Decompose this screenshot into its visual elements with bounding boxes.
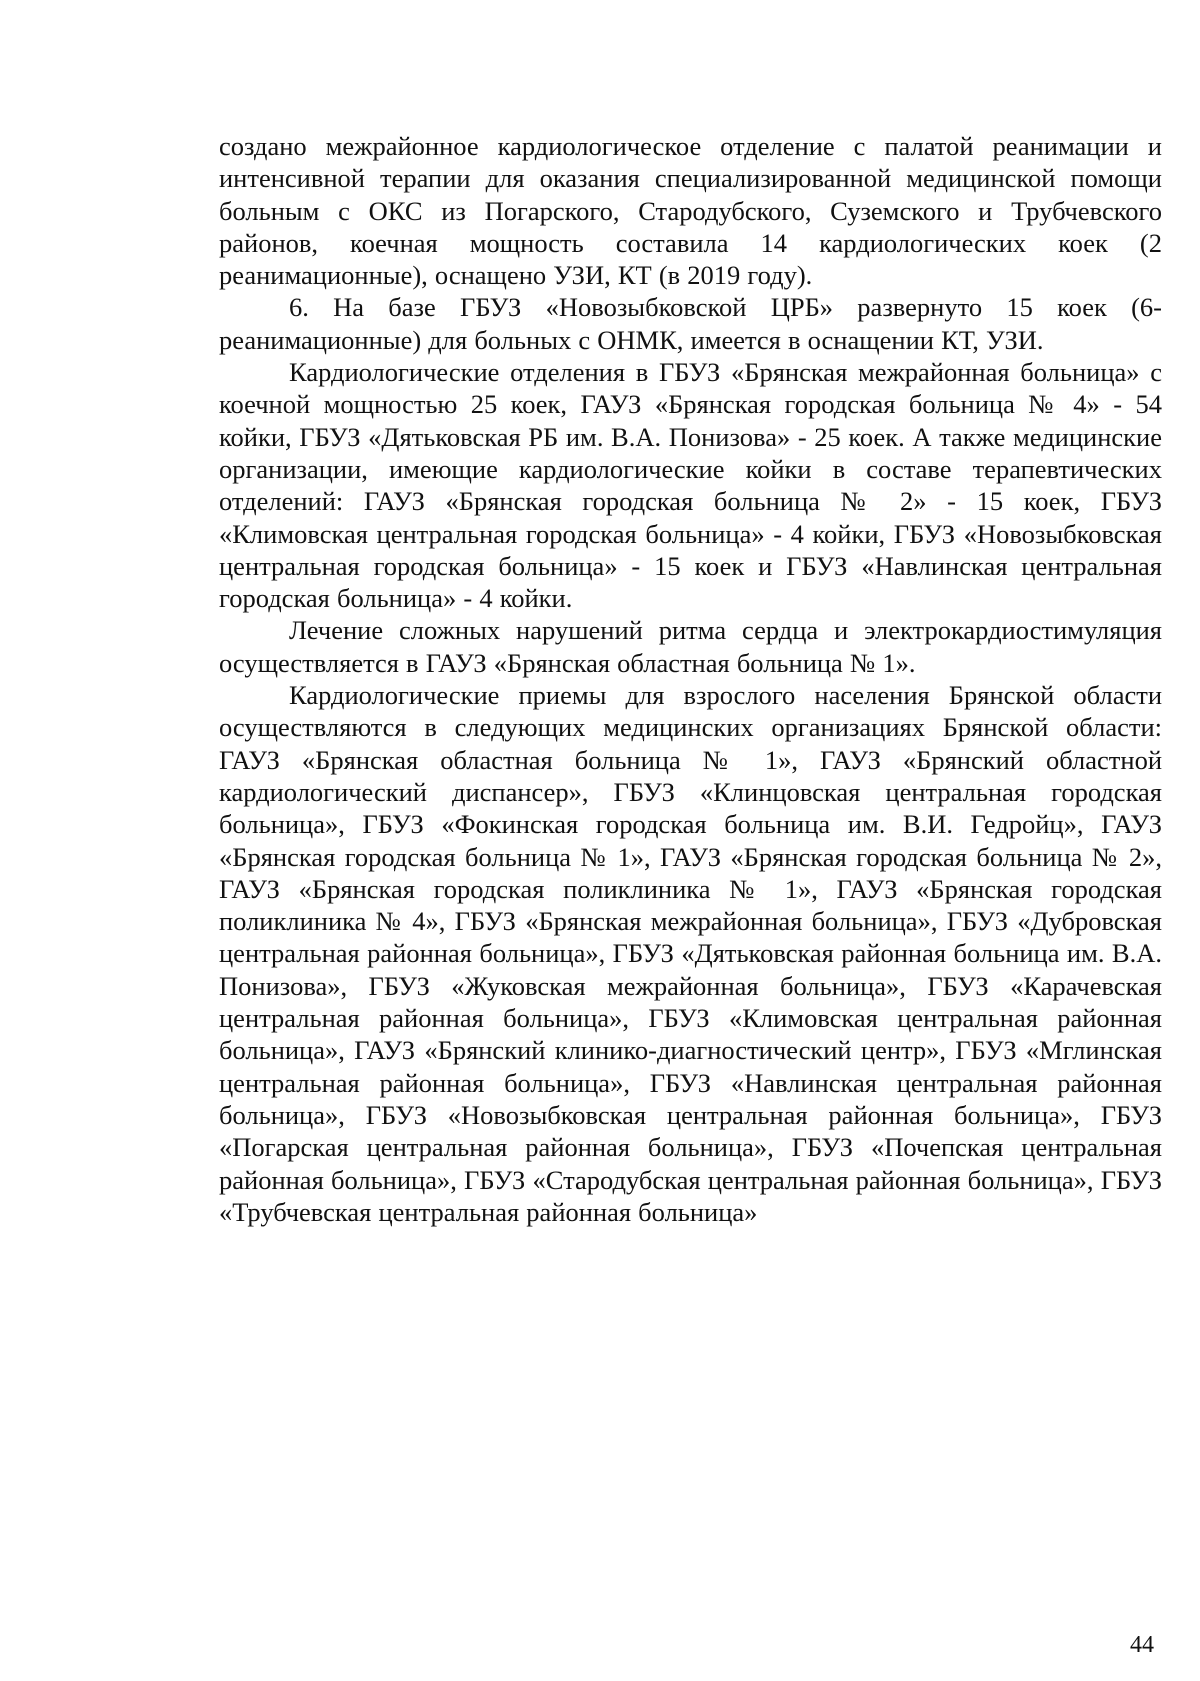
paragraph-item-6: 6. На базе ГБУЗ «Новозыбковской ЦРБ» развернуто 15 коек (6-реанимационные) для больных с ОНМК, имеется в оснащении КТ, УЗИ. <box>219 292 1162 355</box>
page-number: 44 <box>1130 1632 1154 1658</box>
paragraph-cardiology-departments: Кардиологические отделения в ГБУЗ «Брянская межрайонная больница» с коечной мощностью 25 коек, ГАУЗ «Брянская городская больница № 4» - 54 койки, ГБУЗ «Дятьковская РБ им. В.А. Понизова» - 25 коек. А также медицинские организации, имеющие кардиологические койки в составе терапевтических отделений: ГАУЗ «Брянская городская больница № 2» - 15 коек, ГБУЗ «Климовская центральная городская больница» - 4 койки, ГБУЗ «Новозыбковская центральная городская больница» - 15 коек и ГБУЗ «Навлинская центральная городская больница» - 4 койки. <box>219 357 1162 614</box>
body-text <box>219 130 1162 1228</box>
paragraph-cardiology-receptions: Кардиологические приемы для взрослого населения Брянской области осуществляются в следующих медицинских организациях Брянской области: ГАУЗ «Брянская областная больница № 1», ГАУЗ «Брянский областной кардиологический диспансер», ГБУЗ «Клинцовская центральная городская больница», ГБУЗ «Фокинская городская больница им. В.И. Гедройц», ГАУЗ «Брянская городская больница № 1», ГАУЗ «Брянская городская больница № 2», ГАУЗ «Брянская городская поликлиника № 1», ГАУЗ «Брянская городская поликлиника № 4», ГБУЗ «Брянская межрайонная больница», ГБУЗ «Дубровская центральная районная больница», ГБУЗ «Дятьковская районная больница им. В.А. Понизова», ГБУЗ «Жуковская межрайонная больница», ГБУЗ «Карачевская центральная районная больница», ГБУЗ «Климовская центральная районная больница», ГАУЗ «Брянский клинико-диагностический центр», ГБУЗ «Мглинская центральная районная больница», ГБУЗ «Навлинская центральная районная больница», ГБУЗ «Новозыбковская центральная районная больница», ГБУЗ «Погарская центральная районная больница», ГБУЗ «Почепская центральная районная больница», ГБУЗ «Стародубская центральная районная больница», ГБУЗ «Трубчевская центральная районная больница» <box>219 680 1162 1227</box>
paragraph-continuation: создано межрайонное кардиологическое отделение с палатой реанимации и интенсивной терапии для оказания специализированной медицинской помощи больным с ОКС из Погарского, Стародубского, Суземского и Трубчевского районов, коечная мощность составила 14 кардиологических коек (2 реанимационные), оснащено УЗИ, КТ (в 2019 году). <box>219 131 1162 291</box>
paragraph-arrhythmia-treatment: Лечение сложных нарушений ритма сердца и электрокардиостимуляция осуществляется в ГАУЗ «Брянская областная больница № 1». <box>219 615 1162 678</box>
